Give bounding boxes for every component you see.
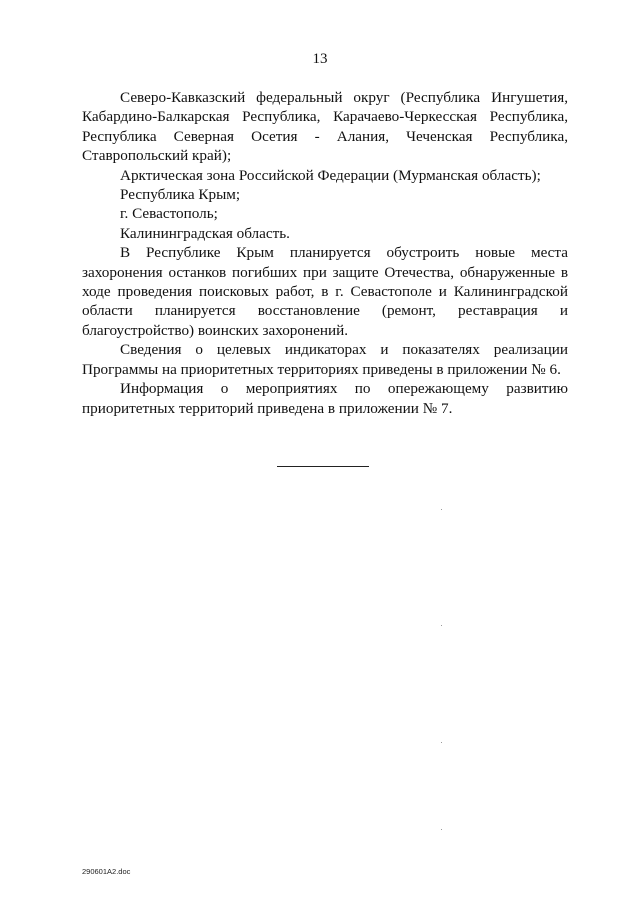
scan-speck	[441, 742, 442, 743]
paragraph-measures-annex-7: Информация о мероприятиях по опережающему развитию приоритетных территорий приведена в приложении № 7.	[82, 380, 568, 417]
paragraph-arctic-zone: Арктическая зона Российской Федерации (Мурманская область);	[120, 166, 541, 184]
paragraph-indicators-annex-6: Сведения о целевых индикаторах и показателях реализации Программы на приоритетных территориях приведены в приложении № 6.	[82, 341, 568, 378]
scan-speck	[441, 625, 442, 626]
scan-speck	[441, 829, 442, 830]
paragraph-burial-plans: В Республике Крым планируется обустроить новые места захоронения останков погибших при защите Отечества, обнаруженные в ходе проведения поисковых работ, в г. Севастополе и Калининградской области планируется восстановление (ремонт, реставрация и благоустройство) воинских захоронений.	[82, 244, 568, 339]
end-separator-line	[277, 466, 369, 467]
paragraph-kaliningrad: Калининградская область.	[120, 224, 290, 242]
paragraph-north-caucasus: Северо-Кавказский федеральный округ (Республика Ингушетия, Кабардино-Балкарская Республика, Карачаево-Черкесская Республика, Республика Северная Осетия - Алания, Чеченская Республика, Ставропольский край);	[82, 89, 568, 165]
page-number: 13	[312, 51, 328, 67]
document-body	[82, 88, 568, 418]
scan-speck	[441, 509, 442, 510]
paragraph-crimea: Республика Крым;	[120, 186, 241, 204]
paragraph-sevastopol: г. Севастополь;	[120, 205, 218, 223]
footer-file-code: 290601A2.doc	[82, 867, 131, 876]
